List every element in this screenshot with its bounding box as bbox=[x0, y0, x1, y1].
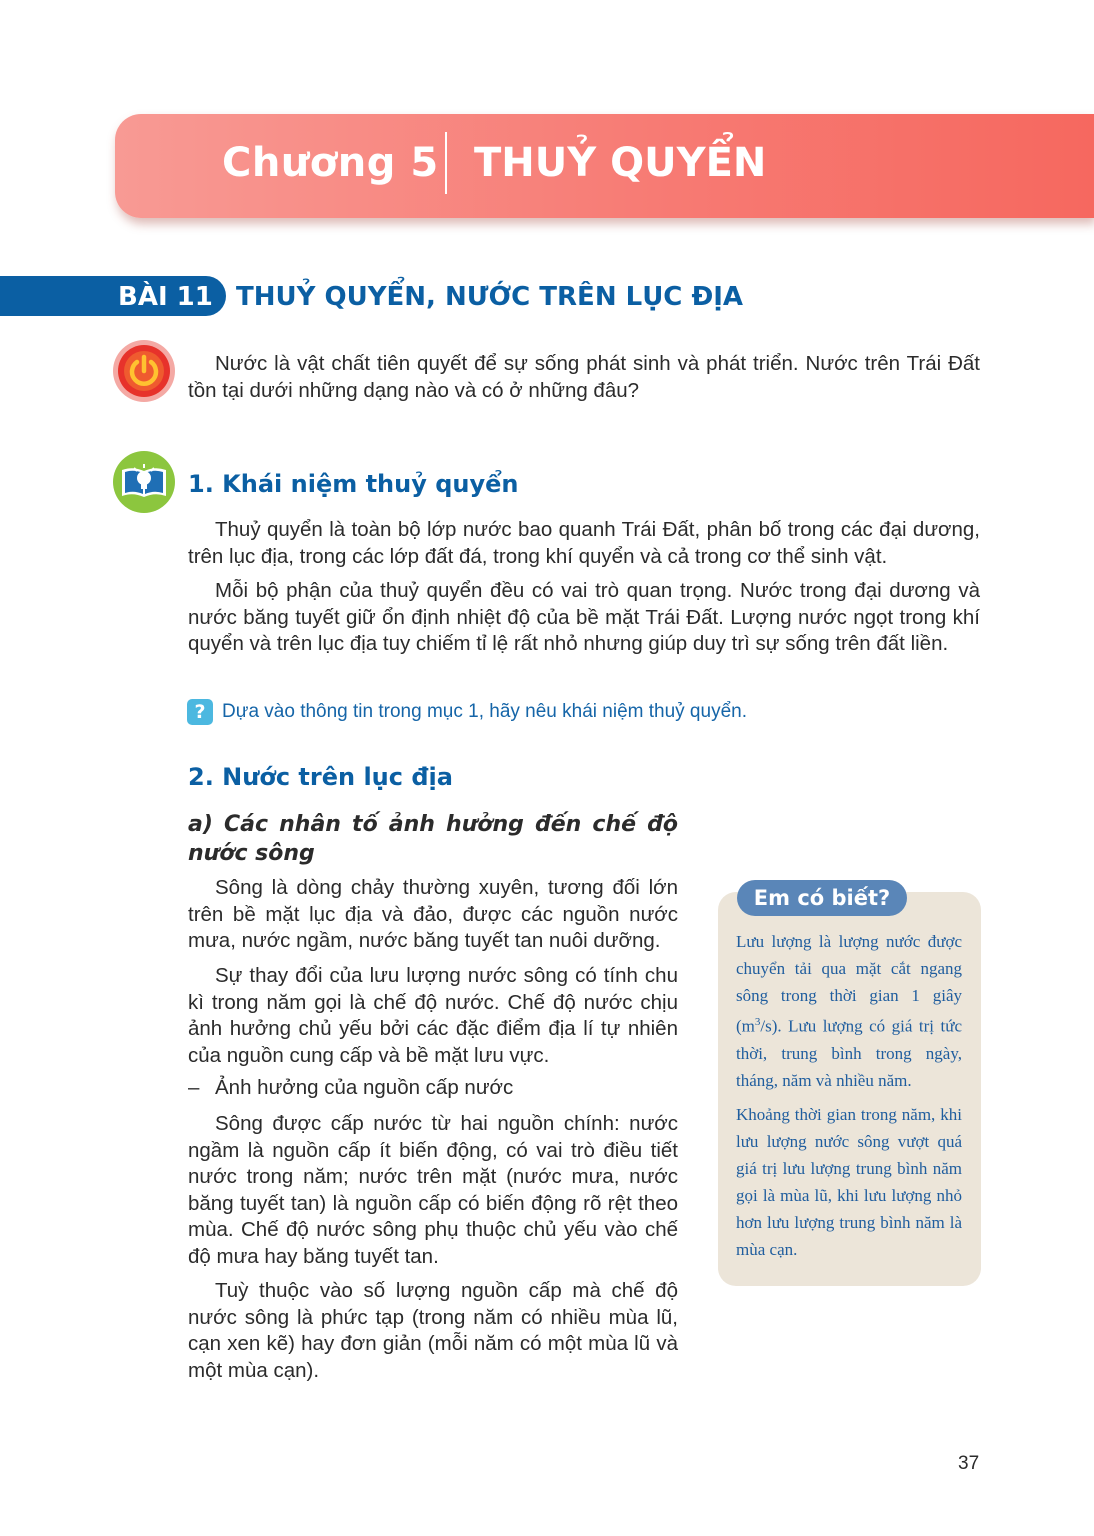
did-you-know-paragraph: Khoảng thời gian trong năm, khi lưu lượng nước sông vượt quá giá trị lưu lượng trung bình năm gọi là mùa lũ, khi lưu lượng nhỏ hơn lưu lượng trung bình năm là mùa cạn. bbox=[736, 1105, 962, 1259]
chapter-number: Chương 5 bbox=[222, 140, 439, 186]
section-1-heading: 1. Khái niệm thuỷ quyển bbox=[188, 470, 519, 498]
section-2-paragraph: Tuỳ thuộc vào số lượng nguồn cấp mà chế độ nước sông là phức tạp (trong năm có nhiều mùa lũ, cạn xen kẽ) hay đơn giản (mỗi năm có một mùa lũ và một mùa cạn). bbox=[188, 1279, 678, 1382]
did-you-know-tag bbox=[737, 880, 907, 916]
subsection-a-heading: a) Các nhân tố ảnh hưởng đến chế độ nước sông bbox=[188, 812, 678, 866]
question-icon: ? bbox=[187, 699, 213, 725]
section-2-heading: 2. Nước trên lục địa bbox=[188, 763, 453, 791]
bullet-dash: – bbox=[188, 1076, 200, 1099]
power-button-icon bbox=[112, 339, 176, 403]
lesson-title: THUỶ QUYỂN, NƯỚC TRÊN LỤC ĐỊA bbox=[236, 282, 744, 312]
section-1-paragraph: Mỗi bộ phận của thuỷ quyển đều có vai trò quan trọng. Nước trong đại dương và nước băng tuyết giữ ổn định nhiệt độ của bề mặt Trái Đất. Lượng nước ngọt trong khí quyển và trên lục địa tuy chiếm tỉ lệ rất nhỏ nhưng giúp duy trì sự sống trên đất liền. bbox=[188, 579, 980, 655]
section-2-paragraph: Sông được cấp nước từ hai nguồn chính: nước ngầm là nguồn cấp ít biến động, có vai trò điều tiết nước trong năm; nước trên mặt (nước mưa, nước băng tuyết tan) là nguồn cấp có biến động rõ rệt theo mùa. Chế độ nước sông phụ thuộc chủ yếu vào chế độ mưa hay băng tuyết tan. bbox=[188, 1112, 678, 1268]
sidebar-text: Lưu lượng là lượng nước được chuyển tải qua mặt cắt ngang sông trong thời gian 1 giây (m bbox=[736, 932, 962, 1036]
page-number: 37 bbox=[958, 1453, 980, 1474]
lesson-badge bbox=[0, 276, 226, 316]
did-you-know-paragraph bbox=[736, 928, 962, 1094]
chapter-divider bbox=[445, 132, 447, 194]
superscript: 3 bbox=[754, 1016, 761, 1028]
chapter-banner bbox=[115, 114, 1094, 218]
section-2-paragraph: Sông là dòng chảy thường xuyên, tương đối lớn trên bề mặt lục địa và đảo, được các nguồn nước mưa, nước ngầm, nước băng tuyết tan nuôi dưỡng. bbox=[188, 876, 678, 952]
bullet-label: Ảnh hưởng của nguồn cấp nước bbox=[215, 1076, 514, 1099]
section-2-paragraph: Sự thay đổi của lưu lượng nước sông có tính chu kì trong năm gọi là chế độ nước. Chế độ nước chịu ảnh hưởng chủ yếu bởi các đặc điểm địa lí tự nhiên của nguồn cung cấp và bề mặt lưu vực. bbox=[188, 964, 678, 1067]
open-book-lightbulb-icon bbox=[112, 450, 176, 514]
question-text: Dựa vào thông tin trong mục 1, hãy nêu khái niệm thuỷ quyển. bbox=[222, 701, 747, 722]
bullet-item bbox=[188, 1076, 513, 1100]
intro-question-text: Nước là vật chất tiên quyết để sự sống phát sinh và phát triển. Nước trên Trái Đất tồn tại dưới những dạng nào và có ở những đâu? bbox=[188, 352, 980, 402]
lesson-badge-label: BÀI 11 bbox=[118, 282, 213, 312]
chapter-title: THUỶ QUYỂN bbox=[474, 140, 767, 186]
sidebar-text: /s). Lưu lượng có giá trị tức thời, trung bình trong ngày, tháng, năm và nhiều năm. bbox=[736, 1016, 962, 1090]
did-you-know-title: Em có biết? bbox=[753, 886, 891, 910]
section-1-paragraph: Thuỷ quyển là toàn bộ lớp nước bao quanh Trái Đất, phân bố trong các đại dương, trên lục địa, trong các lớp đất đá, trong khí quyển và cả trong cơ thể sinh vật. bbox=[188, 518, 980, 568]
